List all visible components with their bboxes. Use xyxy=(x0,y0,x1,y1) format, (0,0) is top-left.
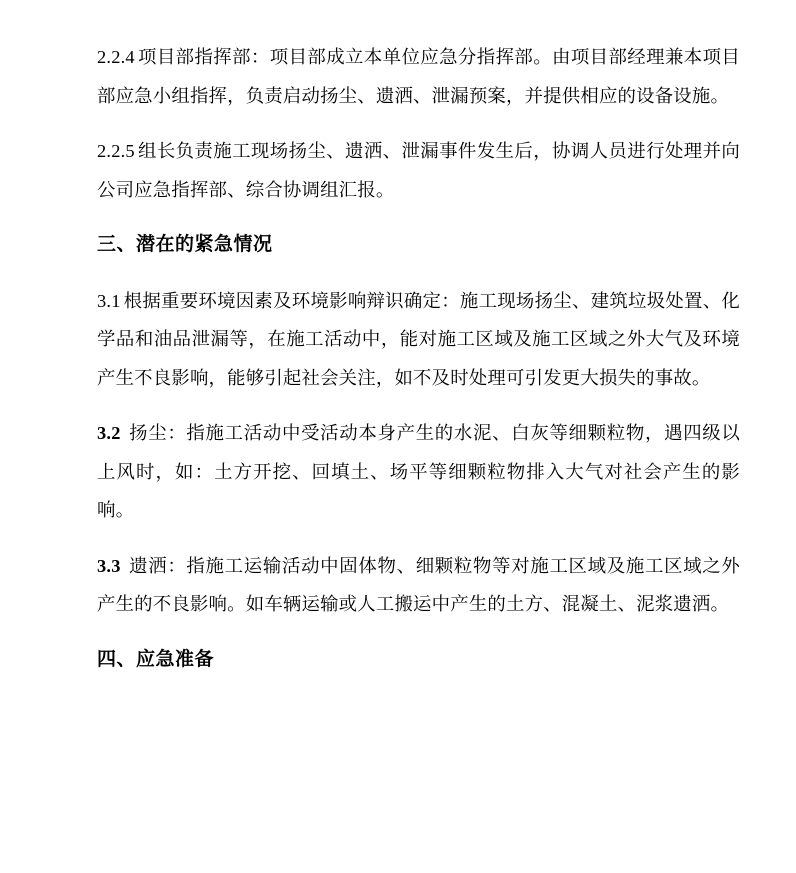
section-number: 3.3 xyxy=(97,555,121,576)
paragraph-3-2 xyxy=(97,414,740,530)
section-number: 2.2.4 xyxy=(97,47,135,67)
paragraph-text: 项目部指挥部：项目部成立本单位应急分指挥部。由项目部经理兼本项目部应急小组指挥，负责启动扬尘、遗洒、泄漏预案，并提供相应的设备设施。 xyxy=(97,47,740,106)
paragraph-2-2-4 xyxy=(97,38,740,115)
paragraph-3-1 xyxy=(97,282,740,398)
section-number: 3.2 xyxy=(97,423,121,443)
paragraph-3-3 xyxy=(97,547,740,624)
section-number: 2.2.5 xyxy=(97,141,135,161)
section-heading-3: 三、潜在的紧急情况 xyxy=(97,234,273,255)
section-heading-4: 四、应急准备 xyxy=(97,648,215,670)
paragraph-text: 组长负责施工现场扬尘、遗洒、泄漏事件发生后，协调人员进行处理并向公司应急指挥部、综合协调组汇报。 xyxy=(97,141,740,200)
paragraph-text: 遗洒：指施工运输活动中固体物、细颗粒物等对施工区域及施工区域之外产生的不良影响。如车辆运输或人工搬运中产生的土方、混凝土、泥浆遗洒。 xyxy=(97,555,740,614)
section-number: 3.1 xyxy=(97,290,121,311)
paragraph-text: 根据重要环境因素及环境影响辩识确定：施工现场扬尘、建筑垃圾处置、化学品和油品泄漏等，在施工活动中，能对施工区域及施工区域之外大气及环境产生不良影响，能够引起社会关注，如不及时处理可引发更大损失的事故。 xyxy=(97,290,740,388)
paragraph-text: 扬尘：指施工活动中受活动本身产生的水泥、白灰等细颗粒物，遇四级以上风时，如：土方开挖、回填土、场平等细颗粒物排入大气对社会产生的影响。 xyxy=(97,423,740,520)
paragraph-2-2-5 xyxy=(97,132,740,209)
